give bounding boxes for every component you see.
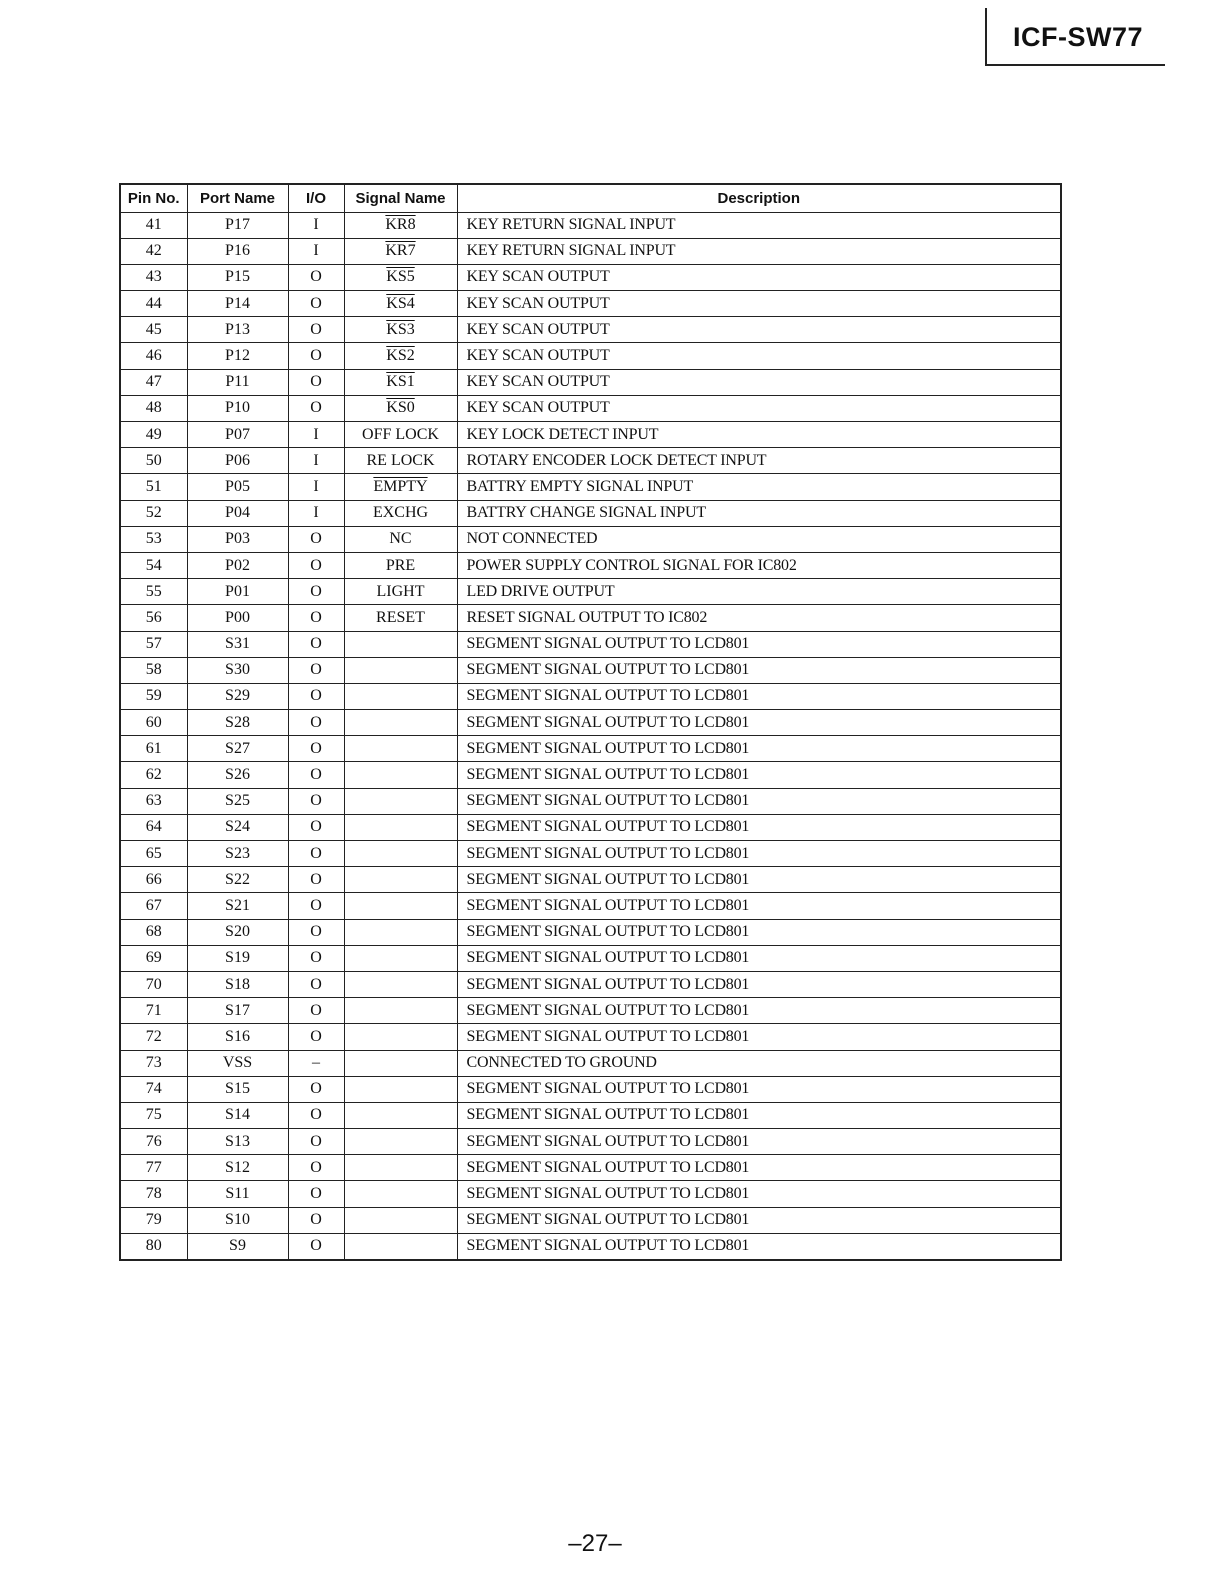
- io-cell: I: [288, 422, 344, 448]
- io-cell: O: [288, 893, 344, 919]
- port-name-cell: S19: [187, 945, 288, 971]
- port-name-cell: S25: [187, 788, 288, 814]
- signal-name-cell: [344, 264, 457, 290]
- description-cell: BATTRY EMPTY SIGNAL INPUT: [457, 474, 1061, 500]
- table-row: [120, 971, 1061, 997]
- table-row: [120, 579, 1061, 605]
- port-name-cell: S13: [187, 1129, 288, 1155]
- table-row: [120, 500, 1061, 526]
- description-cell: SEGMENT SIGNAL OUTPUT TO LCD801: [457, 657, 1061, 683]
- table-header-row: [120, 184, 1061, 212]
- io-cell: O: [288, 1129, 344, 1155]
- table-row: [120, 657, 1061, 683]
- signal-name-cell: [344, 1024, 457, 1050]
- io-cell: O: [288, 291, 344, 317]
- table-row: [120, 1076, 1061, 1102]
- signal-name-cell: [344, 1233, 457, 1259]
- signal-name-cell: [344, 500, 457, 526]
- table-row: [120, 1155, 1061, 1181]
- description-cell: KEY SCAN OUTPUT: [457, 264, 1061, 290]
- signal-name-text: LIGHT: [376, 582, 425, 600]
- signal-name-text: KS3: [386, 320, 415, 338]
- pin-no-cell: 71: [120, 998, 187, 1024]
- io-cell: O: [288, 945, 344, 971]
- table-row: [120, 422, 1061, 448]
- io-cell: O: [288, 657, 344, 683]
- table-row: [120, 291, 1061, 317]
- io-cell: O: [288, 1181, 344, 1207]
- description-cell: SEGMENT SIGNAL OUTPUT TO LCD801: [457, 762, 1061, 788]
- signal-name-cell: [344, 317, 457, 343]
- signal-name-cell: [344, 657, 457, 683]
- pin-no-cell: 67: [120, 893, 187, 919]
- description-cell: SEGMENT SIGNAL OUTPUT TO LCD801: [457, 1207, 1061, 1233]
- description-cell: KEY SCAN OUTPUT: [457, 395, 1061, 421]
- port-name-cell: P01: [187, 579, 288, 605]
- pin-no-cell: 78: [120, 1181, 187, 1207]
- signal-name-cell: [344, 474, 457, 500]
- model-number: ICF-SW77: [1013, 22, 1144, 52]
- description-cell: SEGMENT SIGNAL OUTPUT TO LCD801: [457, 814, 1061, 840]
- signal-name-cell: [344, 448, 457, 474]
- table-row: [120, 317, 1061, 343]
- signal-name-cell: [344, 631, 457, 657]
- io-cell: O: [288, 552, 344, 578]
- pin-no-cell: 60: [120, 710, 187, 736]
- io-cell: O: [288, 1102, 344, 1128]
- signal-name-cell: [344, 736, 457, 762]
- description-cell: SEGMENT SIGNAL OUTPUT TO LCD801: [457, 841, 1061, 867]
- pin-no-cell: 46: [120, 343, 187, 369]
- description-cell: LED DRIVE OUTPUT: [457, 579, 1061, 605]
- signal-name-text: KS4: [386, 294, 415, 312]
- description-cell: SEGMENT SIGNAL OUTPUT TO LCD801: [457, 736, 1061, 762]
- signal-name-cell: [344, 526, 457, 552]
- io-cell: O: [288, 395, 344, 421]
- description-cell: KEY SCAN OUTPUT: [457, 343, 1061, 369]
- signal-name-cell: [344, 291, 457, 317]
- table-row: [120, 395, 1061, 421]
- table-row: [120, 264, 1061, 290]
- signal-name-cell: [344, 1102, 457, 1128]
- signal-name-cell: [344, 1076, 457, 1102]
- description-cell: KEY SCAN OUTPUT: [457, 317, 1061, 343]
- signal-name-cell: [344, 893, 457, 919]
- description-cell: KEY LOCK DETECT INPUT: [457, 422, 1061, 448]
- signal-name-cell: [344, 422, 457, 448]
- port-name-cell: P03: [187, 526, 288, 552]
- table-row: [120, 448, 1061, 474]
- pin-no-cell: 68: [120, 919, 187, 945]
- table-row: [120, 369, 1061, 395]
- signal-name-cell: [344, 552, 457, 578]
- port-name-cell: P15: [187, 264, 288, 290]
- table-row: [120, 1024, 1061, 1050]
- description-cell: NOT CONNECTED: [457, 526, 1061, 552]
- port-name-cell: P00: [187, 605, 288, 631]
- port-name-cell: P11: [187, 369, 288, 395]
- port-name-cell: S12: [187, 1155, 288, 1181]
- table-row: [120, 1129, 1061, 1155]
- port-name-cell: P05: [187, 474, 288, 500]
- port-name-cell: VSS: [187, 1050, 288, 1076]
- description-cell: SEGMENT SIGNAL OUTPUT TO LCD801: [457, 1024, 1061, 1050]
- description-cell: SEGMENT SIGNAL OUTPUT TO LCD801: [457, 893, 1061, 919]
- pin-no-cell: 58: [120, 657, 187, 683]
- pin-no-cell: 45: [120, 317, 187, 343]
- pin-no-cell: 41: [120, 212, 187, 238]
- table-row: [120, 710, 1061, 736]
- port-name-cell: P16: [187, 238, 288, 264]
- port-name-cell: P10: [187, 395, 288, 421]
- signal-name-cell: [344, 1207, 457, 1233]
- port-name-cell: P13: [187, 317, 288, 343]
- header-port-name: Port Name: [187, 184, 288, 212]
- pin-no-cell: 59: [120, 683, 187, 709]
- signal-name-text: EMPTY: [373, 477, 428, 495]
- port-name-cell: S20: [187, 919, 288, 945]
- port-name-cell: S27: [187, 736, 288, 762]
- table-row: [120, 1207, 1061, 1233]
- table-row: [120, 605, 1061, 631]
- signal-name-cell: [344, 605, 457, 631]
- pin-no-cell: 76: [120, 1129, 187, 1155]
- signal-name-cell: [344, 395, 457, 421]
- port-name-cell: P07: [187, 422, 288, 448]
- pin-no-cell: 50: [120, 448, 187, 474]
- description-cell: SEGMENT SIGNAL OUTPUT TO LCD801: [457, 1076, 1061, 1102]
- io-cell: I: [288, 448, 344, 474]
- pin-no-cell: 74: [120, 1076, 187, 1102]
- pin-no-cell: 48: [120, 395, 187, 421]
- port-name-cell: P02: [187, 552, 288, 578]
- table-row: [120, 343, 1061, 369]
- io-cell: I: [288, 238, 344, 264]
- signal-name-text: NC: [389, 530, 412, 548]
- io-cell: O: [288, 683, 344, 709]
- pin-no-cell: 53: [120, 526, 187, 552]
- header-io: I/O: [288, 184, 344, 212]
- signal-name-cell: [344, 945, 457, 971]
- port-name-cell: S14: [187, 1102, 288, 1128]
- description-cell: POWER SUPPLY CONTROL SIGNAL FOR IC802: [457, 552, 1061, 578]
- description-cell: SEGMENT SIGNAL OUTPUT TO LCD801: [457, 1102, 1061, 1128]
- pin-no-cell: 72: [120, 1024, 187, 1050]
- io-cell: O: [288, 1233, 344, 1259]
- io-cell: O: [288, 369, 344, 395]
- signal-name-cell: [344, 1181, 457, 1207]
- pin-description-table: [119, 183, 1062, 1261]
- table-row: [120, 788, 1061, 814]
- table-row: [120, 552, 1061, 578]
- port-name-cell: S30: [187, 657, 288, 683]
- io-cell: O: [288, 998, 344, 1024]
- table-row: [120, 683, 1061, 709]
- signal-name-cell: [344, 1155, 457, 1181]
- io-cell: O: [288, 526, 344, 552]
- port-name-cell: S15: [187, 1076, 288, 1102]
- port-name-cell: S29: [187, 683, 288, 709]
- description-cell: SEGMENT SIGNAL OUTPUT TO LCD801: [457, 1233, 1061, 1259]
- port-name-cell: P12: [187, 343, 288, 369]
- signal-name-text: RESET: [376, 608, 425, 626]
- signal-name-cell: [344, 971, 457, 997]
- port-name-cell: P14: [187, 291, 288, 317]
- signal-name-text: KS1: [386, 373, 415, 391]
- io-cell: O: [288, 605, 344, 631]
- io-cell: O: [288, 919, 344, 945]
- io-cell: O: [288, 1024, 344, 1050]
- description-cell: SEGMENT SIGNAL OUTPUT TO LCD801: [457, 710, 1061, 736]
- table-row: [120, 814, 1061, 840]
- io-cell: O: [288, 343, 344, 369]
- port-name-cell: S18: [187, 971, 288, 997]
- pin-no-cell: 52: [120, 500, 187, 526]
- port-name-cell: S11: [187, 1181, 288, 1207]
- table-row: [120, 841, 1061, 867]
- port-name-cell: P06: [187, 448, 288, 474]
- page-number: –27–: [568, 1530, 622, 1557]
- table-row: [120, 762, 1061, 788]
- table-row: [120, 893, 1061, 919]
- signal-name-text: KS2: [386, 347, 415, 365]
- signal-name-cell: [344, 238, 457, 264]
- io-cell: O: [288, 579, 344, 605]
- pin-no-cell: 79: [120, 1207, 187, 1233]
- io-cell: I: [288, 500, 344, 526]
- description-cell: SEGMENT SIGNAL OUTPUT TO LCD801: [457, 683, 1061, 709]
- description-cell: SEGMENT SIGNAL OUTPUT TO LCD801: [457, 867, 1061, 893]
- signal-name-text: KS0: [386, 399, 415, 417]
- signal-name-text: PRE: [385, 556, 416, 574]
- port-name-cell: S9: [187, 1233, 288, 1259]
- io-cell: O: [288, 317, 344, 343]
- pin-no-cell: 47: [120, 369, 187, 395]
- pin-no-cell: 44: [120, 291, 187, 317]
- io-cell: O: [288, 710, 344, 736]
- port-name-cell: S23: [187, 841, 288, 867]
- pin-no-cell: 75: [120, 1102, 187, 1128]
- port-name-cell: S10: [187, 1207, 288, 1233]
- description-cell: SEGMENT SIGNAL OUTPUT TO LCD801: [457, 919, 1061, 945]
- pin-no-cell: 64: [120, 814, 187, 840]
- port-name-cell: S16: [187, 1024, 288, 1050]
- description-cell: SEGMENT SIGNAL OUTPUT TO LCD801: [457, 1181, 1061, 1207]
- io-cell: O: [288, 971, 344, 997]
- port-name-cell: S31: [187, 631, 288, 657]
- signal-name-cell: [344, 867, 457, 893]
- pin-no-cell: 57: [120, 631, 187, 657]
- table-row: [120, 1181, 1061, 1207]
- io-cell: I: [288, 212, 344, 238]
- io-cell: O: [288, 736, 344, 762]
- port-name-cell: S26: [187, 762, 288, 788]
- table-row: [120, 238, 1061, 264]
- signal-name-cell: [344, 762, 457, 788]
- table-row: [120, 1233, 1061, 1259]
- description-cell: SEGMENT SIGNAL OUTPUT TO LCD801: [457, 998, 1061, 1024]
- signal-name-cell: [344, 814, 457, 840]
- pin-no-cell: 65: [120, 841, 187, 867]
- signal-name-text: OFF LOCK: [362, 425, 439, 443]
- description-cell: SEGMENT SIGNAL OUTPUT TO LCD801: [457, 971, 1061, 997]
- description-cell: KEY SCAN OUTPUT: [457, 291, 1061, 317]
- port-name-cell: S17: [187, 998, 288, 1024]
- table-row: [120, 736, 1061, 762]
- port-name-cell: S24: [187, 814, 288, 840]
- description-cell: KEY RETURN SIGNAL INPUT: [457, 212, 1061, 238]
- io-cell: O: [288, 867, 344, 893]
- port-name-cell: P17: [187, 212, 288, 238]
- signal-name-cell: [344, 343, 457, 369]
- port-name-cell: S21: [187, 893, 288, 919]
- io-cell: O: [288, 841, 344, 867]
- description-cell: SEGMENT SIGNAL OUTPUT TO LCD801: [457, 945, 1061, 971]
- description-cell: BATTRY CHANGE SIGNAL INPUT: [457, 500, 1061, 526]
- pin-no-cell: 66: [120, 867, 187, 893]
- header-pin-no: Pin No.: [120, 184, 187, 212]
- table-row: [120, 1102, 1061, 1128]
- io-cell: O: [288, 1076, 344, 1102]
- io-cell: O: [288, 1207, 344, 1233]
- pin-no-cell: 73: [120, 1050, 187, 1076]
- description-cell: ROTARY ENCODER LOCK DETECT INPUT: [457, 448, 1061, 474]
- pin-no-cell: 62: [120, 762, 187, 788]
- header-signal-name: Signal Name: [344, 184, 457, 212]
- signal-name-text: EXCHG: [372, 504, 429, 522]
- io-cell: –: [288, 1050, 344, 1076]
- io-cell: O: [288, 264, 344, 290]
- table-row: [120, 212, 1061, 238]
- pin-no-cell: 80: [120, 1233, 187, 1259]
- pin-no-cell: 49: [120, 422, 187, 448]
- signal-name-cell: [344, 710, 457, 736]
- description-cell: SEGMENT SIGNAL OUTPUT TO LCD801: [457, 788, 1061, 814]
- table-row: [120, 526, 1061, 552]
- table-row: [120, 474, 1061, 500]
- description-cell: SEGMENT SIGNAL OUTPUT TO LCD801: [457, 631, 1061, 657]
- description-cell: SEGMENT SIGNAL OUTPUT TO LCD801: [457, 1129, 1061, 1155]
- pin-no-cell: 51: [120, 474, 187, 500]
- io-cell: O: [288, 1155, 344, 1181]
- table-row: [120, 945, 1061, 971]
- description-cell: KEY SCAN OUTPUT: [457, 369, 1061, 395]
- io-cell: O: [288, 814, 344, 840]
- port-name-cell: S22: [187, 867, 288, 893]
- io-cell: O: [288, 631, 344, 657]
- pin-no-cell: 69: [120, 945, 187, 971]
- table-body: [120, 212, 1061, 1260]
- pin-no-cell: 42: [120, 238, 187, 264]
- port-name-cell: P04: [187, 500, 288, 526]
- io-cell: I: [288, 474, 344, 500]
- table-row: [120, 867, 1061, 893]
- header-description: Description: [457, 184, 1061, 212]
- signal-name-cell: [344, 579, 457, 605]
- signal-name-cell: [344, 919, 457, 945]
- signal-name-cell: [344, 212, 457, 238]
- table-row: [120, 919, 1061, 945]
- signal-name-text: KR7: [385, 242, 416, 260]
- signal-name-cell: [344, 1050, 457, 1076]
- pin-no-cell: 70: [120, 971, 187, 997]
- table-row: [120, 1050, 1061, 1076]
- pin-no-cell: 54: [120, 552, 187, 578]
- model-header-box: [985, 8, 1165, 66]
- signal-name-cell: [344, 369, 457, 395]
- description-cell: CONNECTED TO GROUND: [457, 1050, 1061, 1076]
- port-name-cell: S28: [187, 710, 288, 736]
- signal-name-text: KS5: [386, 268, 415, 286]
- signal-name-cell: [344, 998, 457, 1024]
- signal-name-cell: [344, 1129, 457, 1155]
- description-cell: SEGMENT SIGNAL OUTPUT TO LCD801: [457, 1155, 1061, 1181]
- pin-no-cell: 56: [120, 605, 187, 631]
- signal-name-cell: [344, 788, 457, 814]
- io-cell: O: [288, 788, 344, 814]
- signal-name-text: KR8: [385, 216, 416, 234]
- pin-no-cell: 43: [120, 264, 187, 290]
- table-row: [120, 998, 1061, 1024]
- table-row: [120, 631, 1061, 657]
- pin-no-cell: 63: [120, 788, 187, 814]
- description-cell: RESET SIGNAL OUTPUT TO IC802: [457, 605, 1061, 631]
- signal-name-text: RE LOCK: [366, 451, 435, 469]
- io-cell: O: [288, 762, 344, 788]
- signal-name-cell: [344, 841, 457, 867]
- signal-name-cell: [344, 683, 457, 709]
- pin-no-cell: 77: [120, 1155, 187, 1181]
- pin-no-cell: 61: [120, 736, 187, 762]
- description-cell: KEY RETURN SIGNAL INPUT: [457, 238, 1061, 264]
- pin-no-cell: 55: [120, 579, 187, 605]
